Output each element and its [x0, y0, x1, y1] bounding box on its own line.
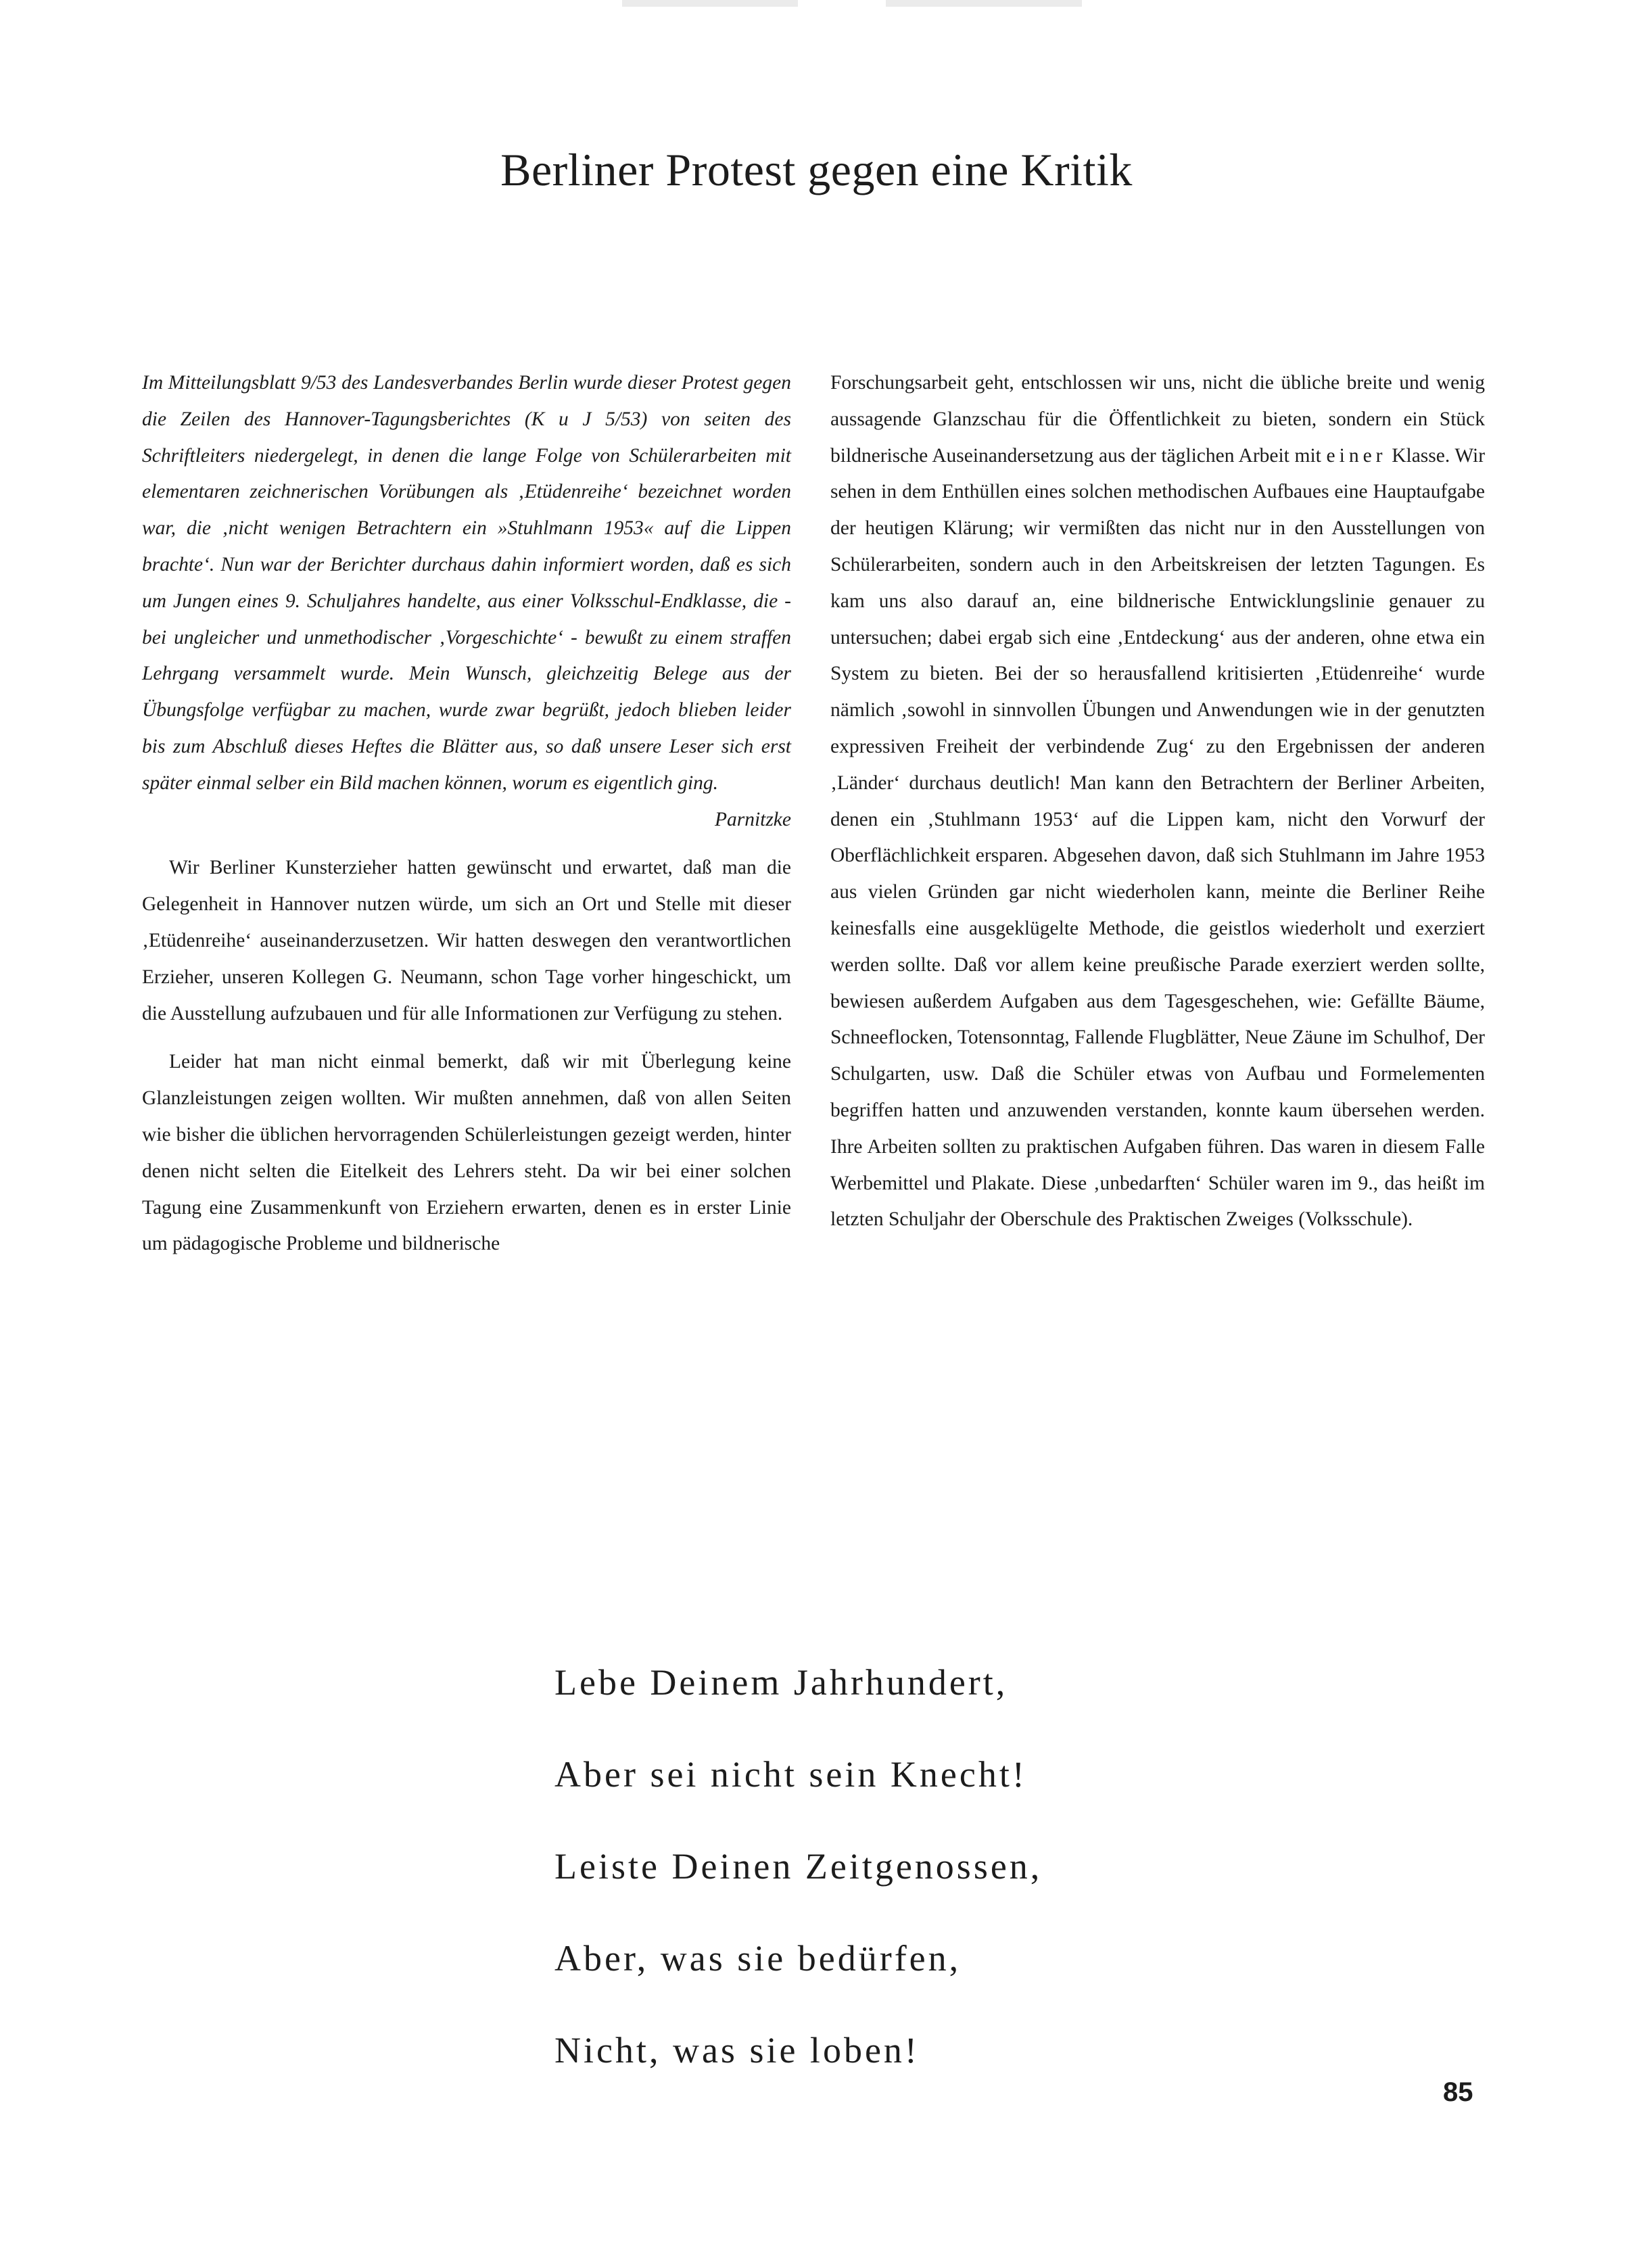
poem-line: Leiste Deinen Zeitgenossen, — [554, 1846, 1043, 1887]
poem-line: Lebe Deinem Jahrhundert, — [554, 1662, 1008, 1703]
article-title: Berliner Protest gegen eine Kritik — [500, 144, 1133, 195]
scan-artifact — [886, 0, 1082, 7]
editorial-intro — [142, 365, 791, 838]
body-paragraph: Wir Berliner Kunsterzieher hatten gewünscht und erwartet, daß man die Gelegenheit in Hannover nutzen würde, um sich an Ort und Stelle mit dieser ‚Etüdenreihe‘ auseinanderzusetzen. Wir hatten deswegen den verantwortlichen Erzieher, unseren Kollegen G. Neumann, schon Tage vorher hingeschickt, um die Ausstellung aufzubauen und für alle Informationen zur Verfügung zu stehen. — [142, 857, 791, 1024]
scan-artifact — [622, 0, 798, 7]
poem-line: Aber sei nicht sein Knecht! — [554, 1754, 1027, 1795]
intro-text: Im Mitteilungsblatt 9/53 des Landesverbandes Berlin wurde dieser Protest gegen die Zeilen des Hannover-Tagungsberichtes (K u J 5/53) von seiten des Schriftleiters niedergelegt, in denen die lange Folge von Schülerarbeiten mit elementaren zeichnerischen Vorübungen als ‚Etüdenreihe‘ bezeichnet worden war, die ‚nicht wenigen Betrachtern ein »Stuhlmann 1953« auf die Lippen brachte‘. Nun war der Berichter durchaus dahin informiert worden, daß es sich um Jungen eines 9. Schuljahres handelte, aus einer Volksschul-Endklasse, die - bei ungleicher und unmethodischer ‚Vorgeschichte‘ - bewußt zu einem straffen Lehrgang versammelt wurde. Mein Wunsch, gleichzeitig Belege aus der Übungsfolge verfügbar zu machen, wurde zwar begrüßt, jedoch blieben leider bis zum Abschluß dieses Heftes die Blätter aus, so daß unsere Leser sich erst später einmal selber ein Bild machen können, worum es eigentlich ging. — [142, 372, 791, 794]
intro-signature: Parnitzke — [714, 808, 791, 830]
right-column — [830, 365, 1485, 1238]
left-column — [142, 365, 791, 1262]
poem-line: Aber, was sie bedürfen, — [554, 1938, 962, 1979]
body-text: Forschungsarbeit geht, entschlossen wir uns, nicht die übliche breite und wenig aussagende Glanzschau für die Öffentlichkeit zu bieten, sondern ein Stück bildnerische Auseinandersetzung aus der täglichen Arbeit mit — [830, 372, 1485, 467]
body-paragraph: Leider hat man nicht einmal bemerkt, daß wir mit Überlegung keine Glanzleistungen zeigen wollten. Wir mußten annehmen, daß von allen Seiten wie bisher die üblichen hervorragenden Schülerleistungen gezeigt werden, hinter denen nicht selten die Eitelkeit des Lehrers steht. Da wir bei einer solchen Tagung eine Zusammenkunft von Erziehern erwarten, denen es in erster Linie um pädagogische Probleme und bildnerische — [142, 1051, 791, 1255]
poem-quote — [554, 1636, 1298, 2096]
body-paragraph-continued — [830, 365, 1485, 1238]
page-number: 85 — [1443, 2077, 1473, 2107]
poem-line: Nicht, was sie loben! — [554, 2030, 920, 2071]
emphasized-word: einer — [1326, 444, 1387, 467]
body-text: Klasse. Wir sehen in dem Enthüllen eines solchen methodischen Aufbaues eine Hauptaufgabe der heutigen Klärung; wir vermißten das nicht nur in den Ausstellungen von Schülerarbeiten, sondern auch in den Arbeitskreisen der letzten Tagungen. Es kam uns also darauf an, eine bildnerische Entwicklungslinie genauer zu untersuchen; dabei ergab sich eine ‚Entdeckung‘ aus der anderen, ohne etwa ein System zu bieten. Bei der so herausfallend kritisierten ‚Etüdenreihe‘ wurde nämlich ‚sowohl in sinnvollen Übungen und Anwendungen wie in der genutzten expressiven Freiheit der verbindende Zug‘ zu den Ergebnissen der anderen ‚Länder‘ durchaus deutlich! Man kann den Betrachtern der Berliner Arbeiten, denen ein ‚Stuhlmann 1953‘ auf die Lippen kam, nicht den Vorwurf der Oberflächlichkeit ersparen. Abgesehen davon, daß sich Stuhlmann im Jahre 1953 aus vielen Gründen gar nicht wiederholen kann, meinte die Berliner Reihe keinesfalls eine ausgeklügelte Methode, die geistlos wiederholt und exerziert werden sollte. Daß vor allem keine preußische Parade exerziert werden sollte, bewiesen außerdem Aufgaben aus dem Tagesgeschehen, wie: Gefällte Bäume, Schneeflocken, Totensonntag, Fallende Flugblätter, Neue Zäune im Schulhof, Der Schulgarten, usw. Daß die Schüler etwas von Aufbau und Formelementen begriffen hatten und anzuwenden verstanden, konnte kaum übersehen werden. Ihre Arbeiten sollten zu praktischen Aufgaben führen. Das waren in diesem Falle Werbemittel und Plakate. Diese ‚unbedarften‘ Schüler waren im 9., das heißt im letzten Schuljahr der Oberschule des Praktischen Zweiges (Volksschule). — [830, 444, 1486, 1231]
